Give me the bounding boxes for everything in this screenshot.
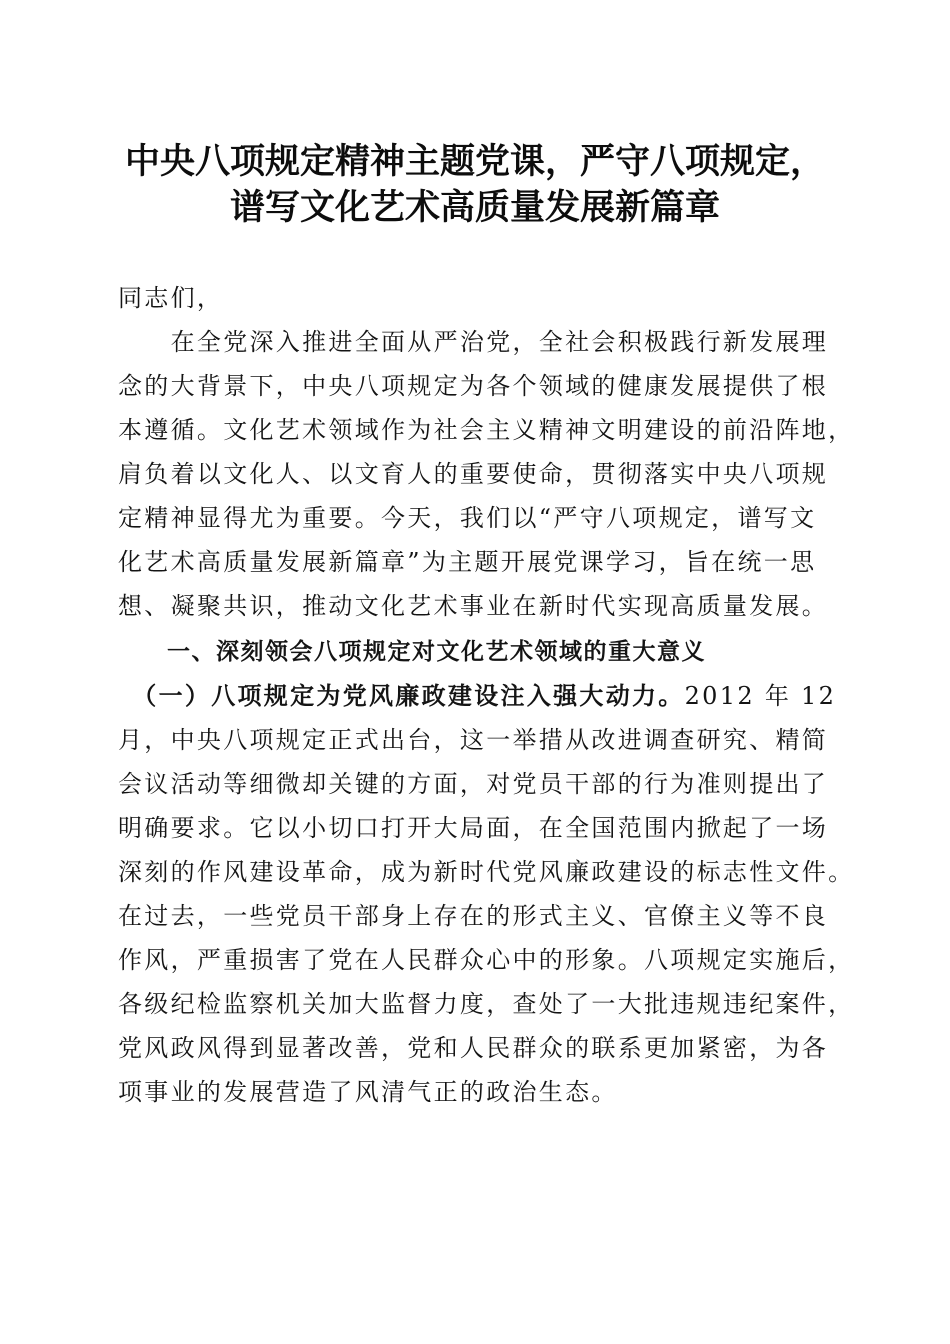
subsection-line: 明确要求。它以小切口打开大局面，在全国范围内掀起了一场 <box>118 814 829 842</box>
salutation: 同志们， <box>118 284 224 312</box>
section-heading: 一、深刻领会八项规定对文化艺术领域的重大意义 <box>118 639 706 665</box>
intro-line: 本遵循。文化艺术领域作为社会主义精神文明建设的前沿阵地， <box>118 416 855 444</box>
intro-line: 肩负着以文化人、以文育人的重要使命，贯彻落实中央八项规 <box>118 460 829 488</box>
subsection-lead: （一）八项规定为党风廉政建设注入强大动力。 <box>118 681 685 710</box>
intro-line: 念的大背景下，中央八项规定为各个领域的健康发展提供了根 <box>118 372 829 400</box>
subsection-line: 党风政风得到显著改善，党和人民群众的联系更加紧密，为各 <box>118 1034 829 1062</box>
intro-line: 定精神显得尤为重要。今天，我们以“严守八项规定，谱写文 <box>118 504 817 532</box>
subsection-first-line <box>118 674 837 718</box>
subsection-line: 月，中央八项规定正式出台，这一举措从改进调查研究、精简 <box>118 726 829 754</box>
subsection-line: 会议活动等细微却关键的方面，对党员干部的行为准则提出了 <box>118 770 829 798</box>
intro-line: 在全党深入推进全面从严治党，全社会积极践行新发展理 <box>118 328 829 356</box>
intro-line: 化艺术高质量发展新篇章”为主题开展党课学习，旨在统一思 <box>118 548 817 576</box>
document-title-line-1: 中央八项规定精神主题党课，严守八项规定， <box>124 141 825 182</box>
subsection-line: 在过去，一些党员干部身上存在的形式主义、官僚主义等不良 <box>118 902 829 930</box>
intro-line: 想、凝聚共识，推动文化艺术事业在新时代实现高质量发展。 <box>118 592 829 620</box>
subsection-line: 作风，严重损害了党在人民群众心中的形象。八项规定实施后， <box>118 946 855 974</box>
subsection-line: 各级纪检监察机关加大监督力度，查处了一大批违规违纪案件， <box>118 990 855 1018</box>
subsection-line: 项事业的发展营造了风清气正的政治生态。 <box>118 1078 618 1106</box>
subsection-lead-tail: 2012 年 12 <box>684 682 837 710</box>
subsection-line: 深刻的作风建设革命，成为新时代党风廉政建设的标志性文件。 <box>118 858 855 886</box>
document-title-line-2: 谱写文化艺术高质量发展新篇章 <box>229 187 720 228</box>
